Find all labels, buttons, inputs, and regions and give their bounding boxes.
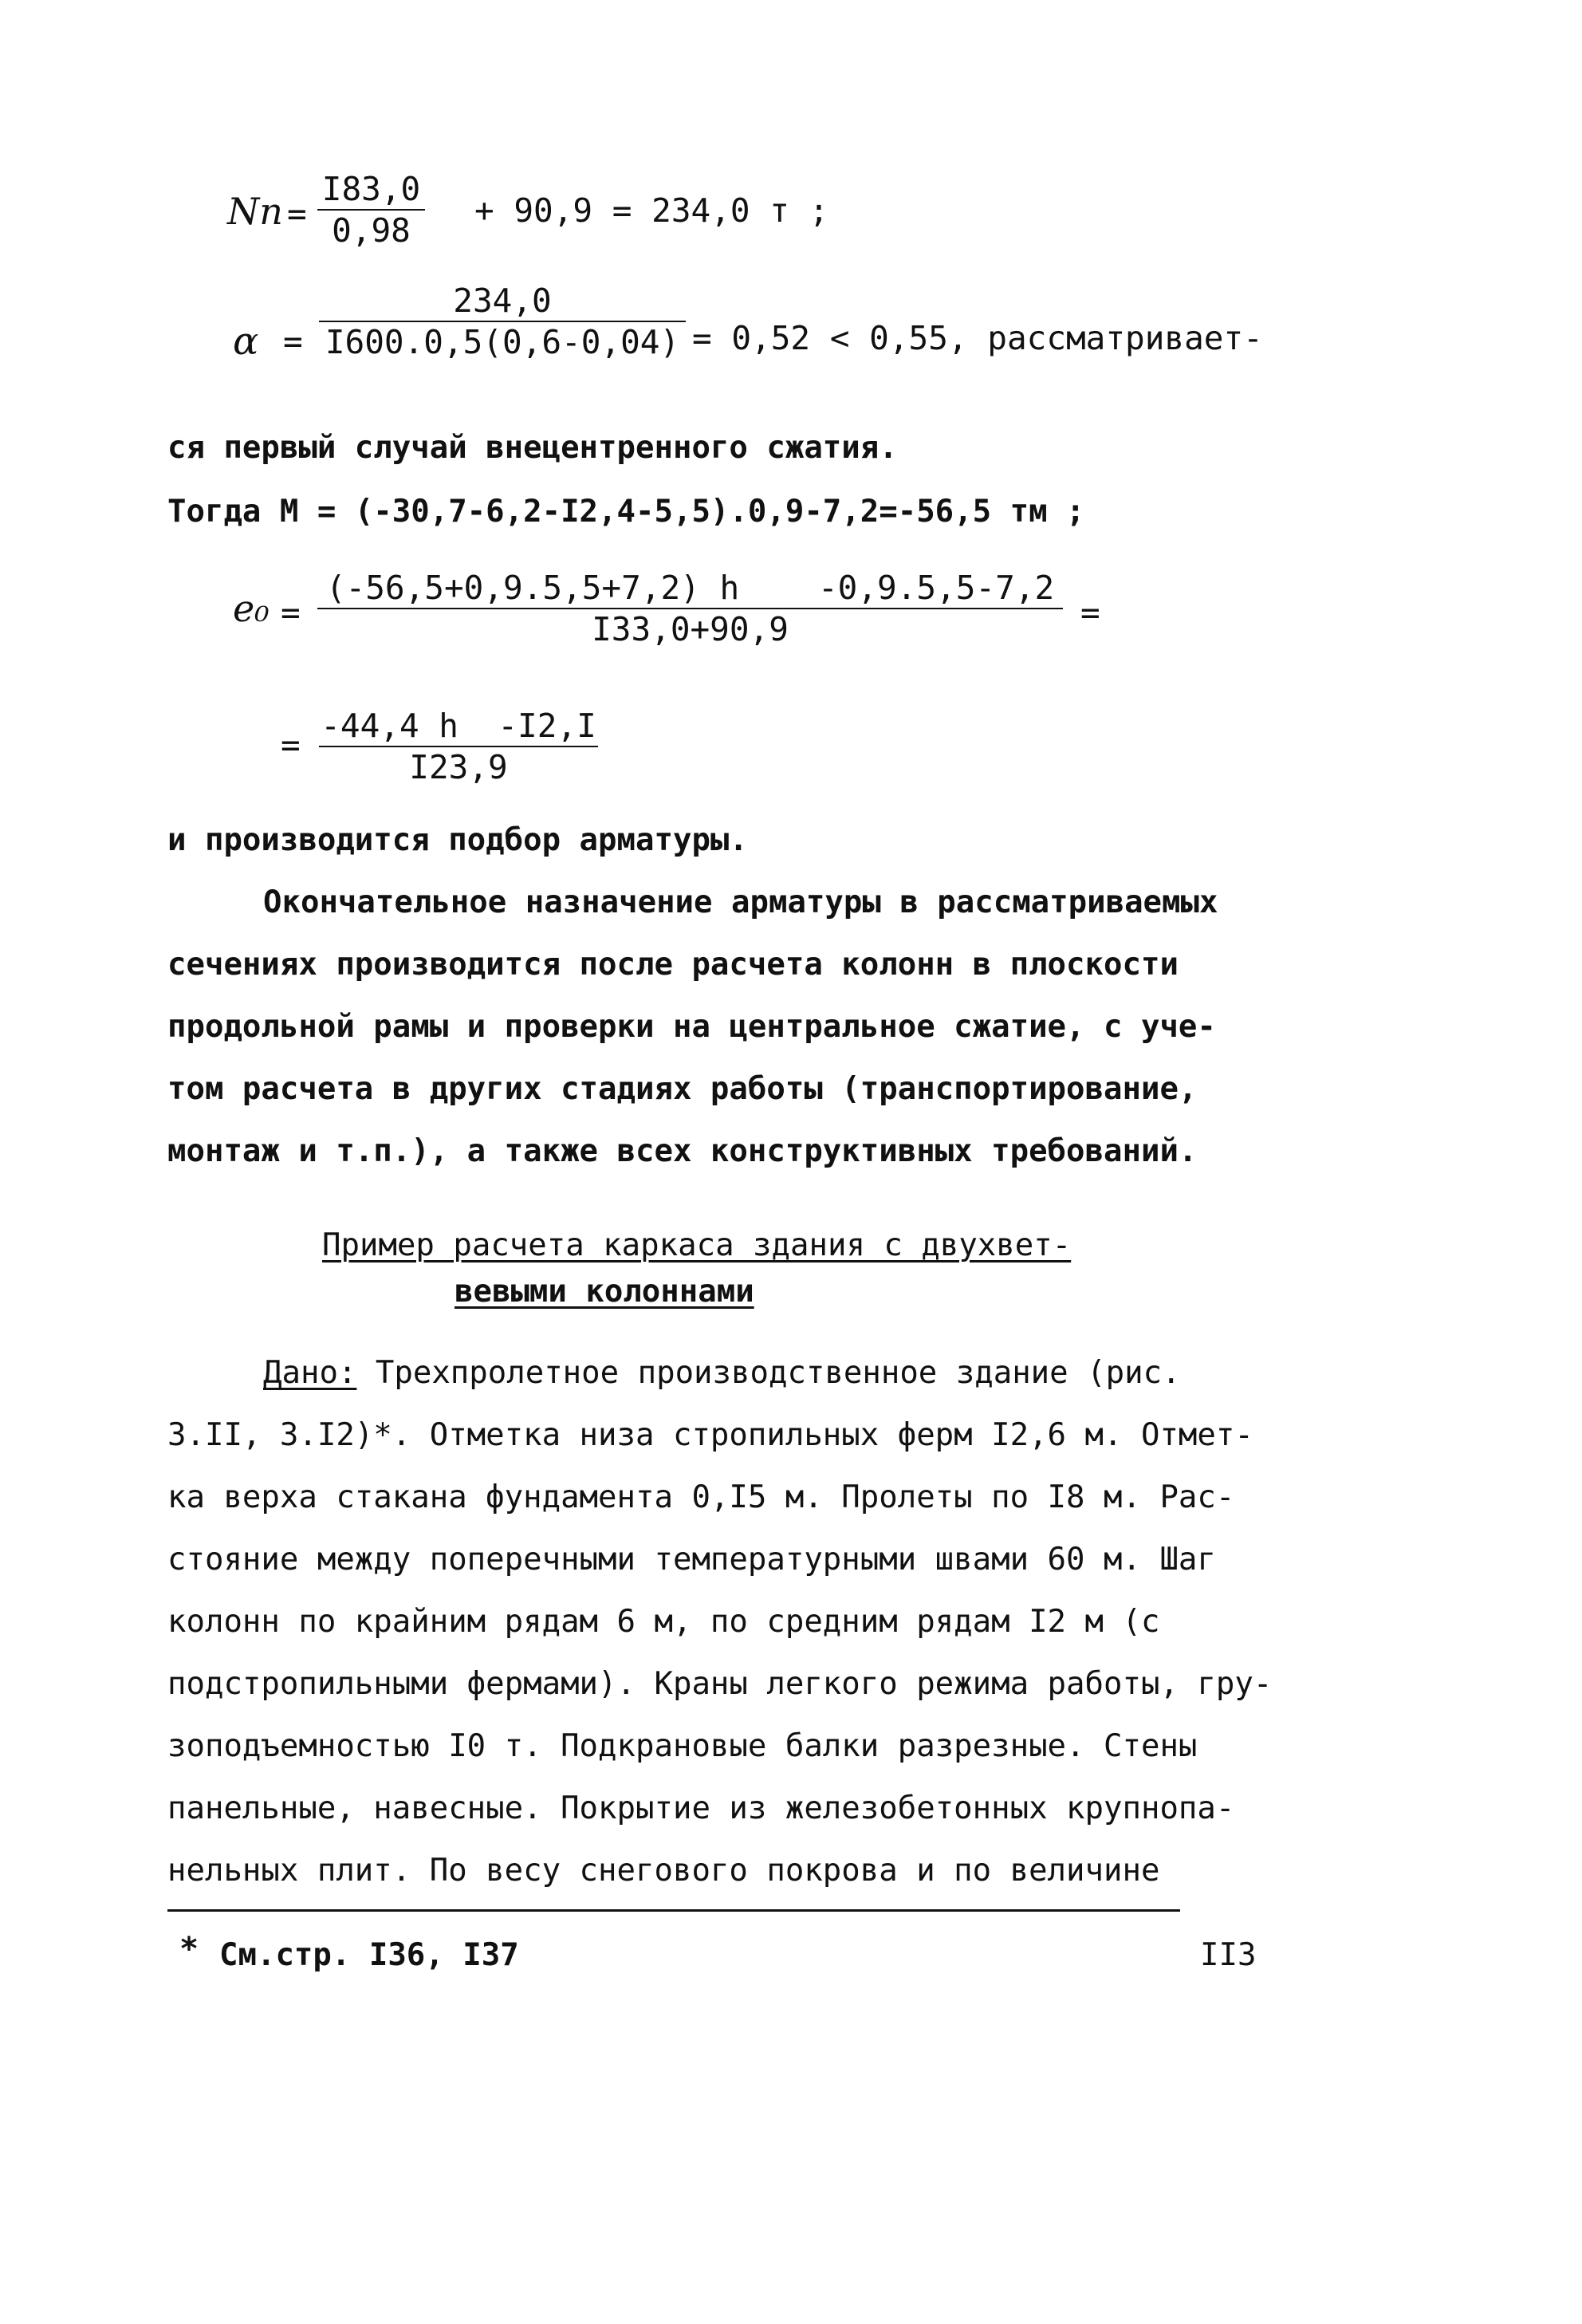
given-line: нельных плит. По весу снегового покрова и по величине [167,1853,1160,1889]
given-first-line-rest: Трехпролетное производственное здание (рис. [356,1355,1181,1391]
formula-e0-tail: = [1080,593,1100,632]
text-line-togda: Тогда M = (-30,7-6,2-I2,4-5,5).0,9-7,2=-56,5 тм ; [167,494,1085,530]
formula-alpha-symbol: α [233,319,259,364]
section-heading-line-1: Пример расчета каркаса здания с двухвет- [322,1227,1072,1263]
paragraph-line: монтаж и т.п.), а также всех конструктивных требований. [167,1133,1198,1169]
formula-alpha-numerator: 234,0 [453,282,552,320]
paragraph-line: Окончательное назначение арматуры в рассматриваемых [263,884,1218,920]
page-number: II3 [1200,1937,1257,1973]
formula-alpha-fraction [319,281,686,362]
formula-e0-numerator: (-56,5+0,9.5,5+7,2) h -0,9.5,5-7,2 [325,569,1055,607]
formula-e0-cont-fraction [319,706,598,787]
formula-e0-symbol: e₀ [233,587,270,630]
given-line: колонн по крайним рядам 6 м, по средним рядам I2 м (с [167,1604,1160,1640]
formula-e0-cont-lead: = [281,726,301,764]
formula-alpha-equals: = [283,322,303,360]
formula-nn-denominator: 0,98 [332,211,411,250]
formula-e0-fraction [317,568,1063,649]
section-heading-line-2: вевыми колоннами [455,1274,754,1310]
given-line: подстропильными фермами). Краны легкого режима работы, гру- [167,1666,1273,1702]
given-line: зоподъемностью I0 т. Подкрановые балки разрезные. Стены [167,1728,1198,1764]
given-line: ка верха стакана фундамента 0,I5 м. Пролеты по I8 м. Рас- [167,1479,1235,1515]
given-line: панельные, навесные. Покрытие из железобетонных крупнопа- [167,1790,1235,1826]
formula-nn-equals: = [287,195,307,233]
footnote-rule [167,1909,1180,1912]
given-line: 3.II, 3.I2)*. Отметка низа стропильных ферм I2,6 м. Отмет- [167,1417,1253,1453]
paragraph-line: том расчета в других стадиях работы (транспортирование, [167,1071,1198,1107]
text-line-first-case: ся первый случай внецентренного сжатия. [167,430,898,466]
paragraph-line: продольной рамы и проверки на центральное сжатие, с уче- [167,1009,1216,1045]
given-first-line [263,1354,1181,1392]
formula-nn-numerator: I83,0 [321,170,421,208]
formula-e0-cont-numerator: -44,4 h -I2,I [321,707,596,745]
formula-alpha-tail: = 0,52 < 0,55, рассматривает- [692,319,1263,357]
formula-e0-cont-denominator: I23,9 [409,748,508,786]
formula-e0-denominator: I33,0+90,9 [592,610,789,648]
formula-nn-fraction [317,169,425,250]
formula-e0-equals: = [281,593,301,632]
given-line: стояние между поперечными температурными швами 60 м. Шаг [167,1542,1216,1578]
footnote-mark: * [179,1931,199,1968]
formula-alpha-denominator: I600.0,5(0,6-0,04) [325,323,680,361]
formula-nn-tail: + 90,9 = 234,0 т ; [474,191,829,230]
paragraph-line: сечениях производится после расчета колонн в плоскости [167,947,1179,983]
footnote-text: См.стр. I36, I37 [219,1937,519,1973]
given-label: Дано: [263,1355,357,1391]
formula-nn-symbol: Nп [227,190,283,233]
text-line-selection: и производится подбор арматуры. [167,822,748,858]
